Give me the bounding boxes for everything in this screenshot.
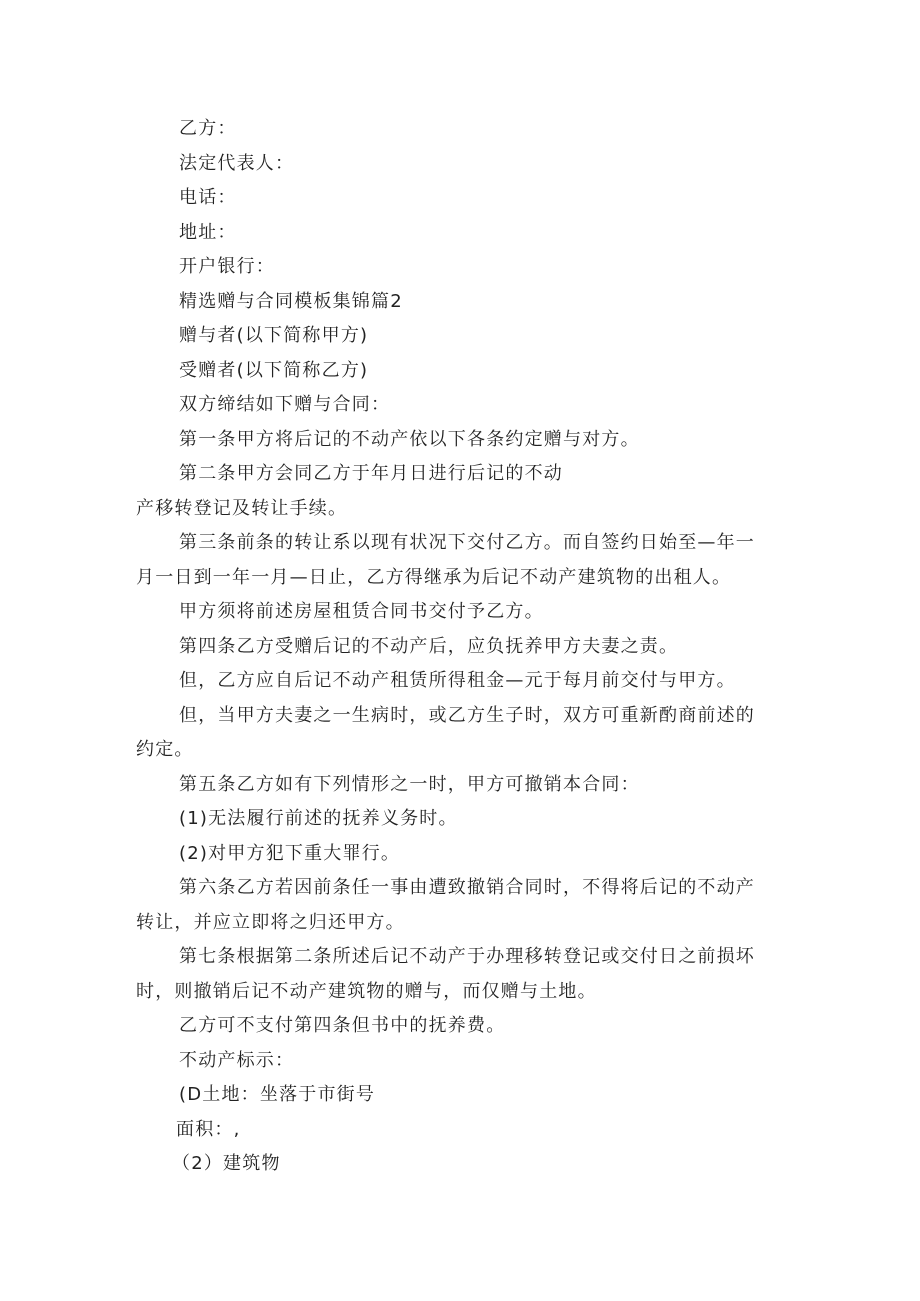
property-area: 面积：,	[176, 1118, 241, 1140]
article-4-line-1: 第四条乙方受赠后记的不动产后，应负抚养甲方夫妻之责。	[179, 635, 679, 657]
phone-line: 电话：	[179, 187, 237, 208]
document-body	[136, 112, 796, 1182]
article-3-line-2: 月一日到一年一月—日止，乙方得继承为后记不动产建筑物的出租人。	[136, 566, 732, 588]
article-2-line-2: 产移转登记及转让手续。	[136, 497, 348, 519]
article-6-line-1: 第六条乙方若因前条任一事由遭致撤销合同时，不得将后记的不动产	[179, 877, 755, 898]
agreement-intro: 双方缔结如下赠与合同：	[179, 394, 391, 415]
section-title: 精选赠与合同模板集锦篇2	[179, 290, 403, 312]
article-2-line-1: 第二条甲方会同乙方于年月日进行后记的不动	[179, 463, 563, 484]
property-land: (D土地：坐落于市街号	[179, 1084, 376, 1105]
article-4-line-3: 但，当甲方夫妻之一生病时，或乙方生子时，双方可重新酌商前述的	[179, 704, 755, 726]
bank-line: 开户银行：	[179, 256, 275, 277]
article-6-line-2: 转让，并应立即将之归还甲方。	[136, 911, 405, 933]
article-3-line-3: 甲方须将前述房屋租赁合同书交付予乙方。	[179, 601, 544, 622]
article-4-line-2: 但，乙方应自后记不动产租赁所得租金—元于每月前交付与甲方。	[179, 670, 736, 691]
party-b-line: 乙方：	[179, 118, 237, 139]
article-3-line-1: 第三条前条的转让系以现有状况下交付乙方。而自签约日始至—年一	[179, 532, 755, 553]
article-4-line-4: 约定。	[136, 739, 194, 760]
address-line: 地址：	[179, 221, 237, 243]
article-5-item-1: (1)无法履行前述的抚养义务时。	[179, 808, 458, 829]
article-7-line-2: 时，则撤销后记不动产建筑物的赠与，而仅赠与土地。	[136, 980, 597, 1002]
article-1: 第一条甲方将后记的不动产依以下各条约定赠与对方。	[179, 428, 640, 450]
donor-line: 赠与者(以下简称甲方)	[179, 325, 369, 346]
property-label: 不动产标示：	[179, 1049, 295, 1071]
article-5-line-1: 第五条乙方如有下列情形之一时，甲方可撤销本合同：	[179, 773, 640, 795]
legal-representative-line: 法定代表人：	[179, 152, 295, 174]
article-7-line-3: 乙方可不支付第四条但书中的抚养费。	[179, 1015, 506, 1036]
article-5-item-2: (2)对甲方犯下重大罪行。	[179, 842, 401, 864]
article-7-line-1: 第七条根据第二条所述后记不动产于办理移转登记或交付日之前损坏	[179, 946, 755, 967]
property-building: （2）建筑物	[172, 1153, 281, 1174]
donee-line: 受赠者(以下简称乙方)	[179, 359, 369, 381]
